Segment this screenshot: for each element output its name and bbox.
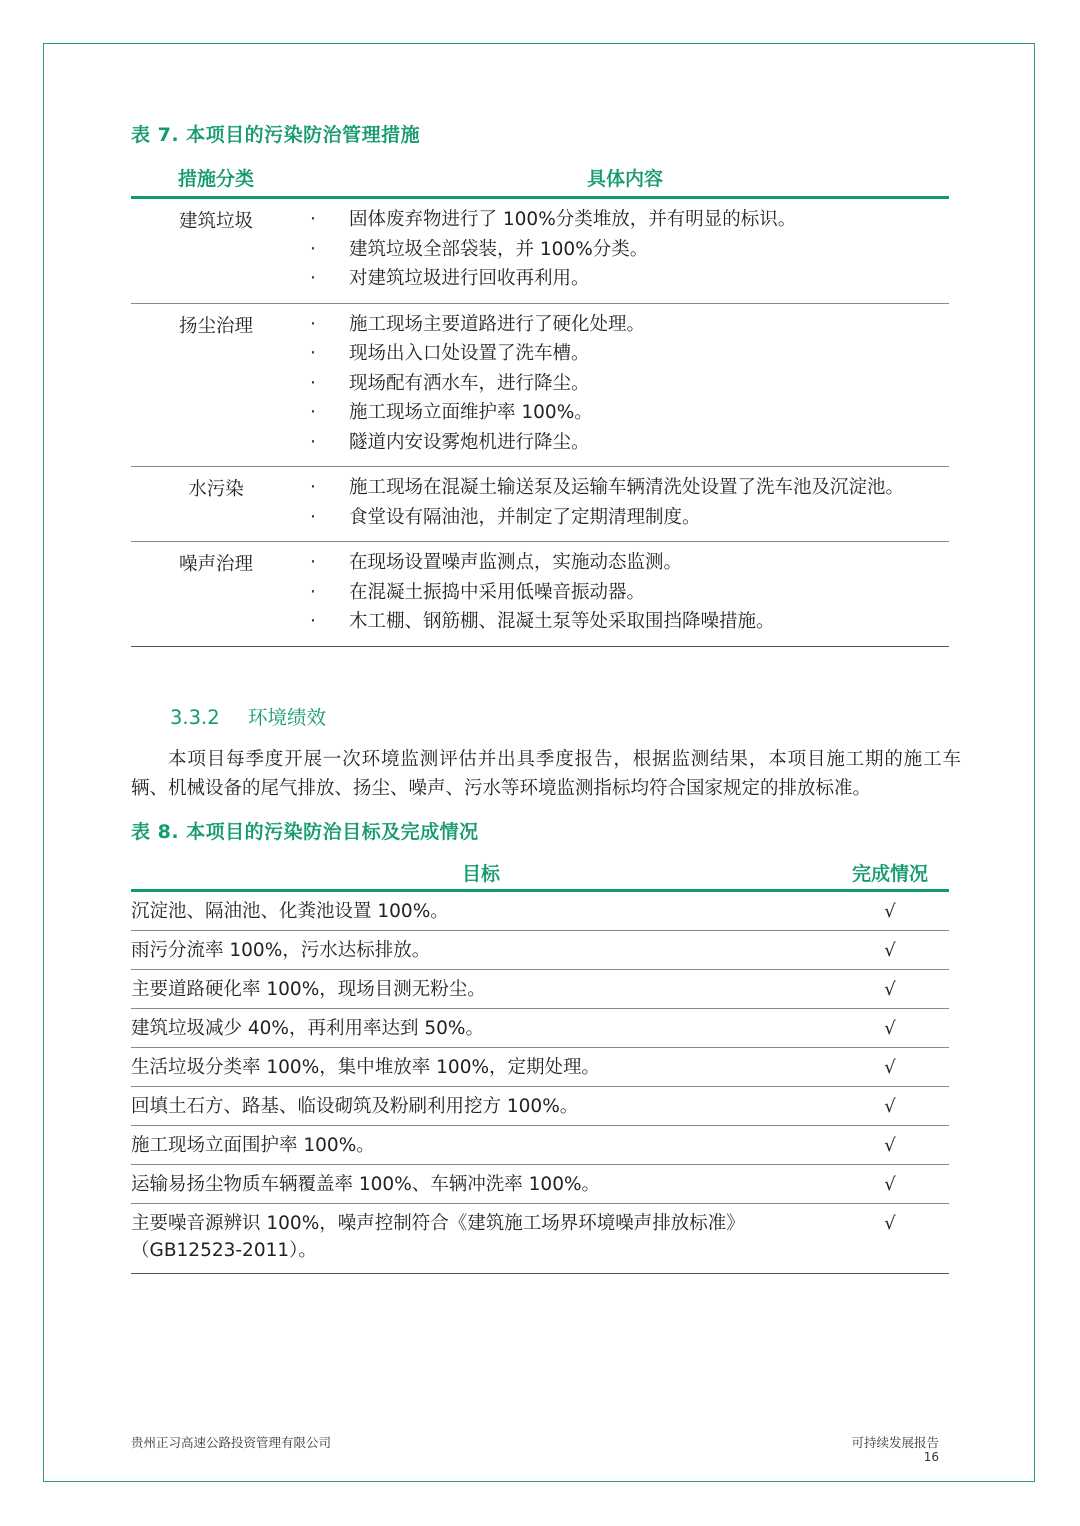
table7-list-item — [307, 369, 949, 399]
bullet-icon: · — [310, 477, 316, 498]
table7-list-item — [307, 503, 949, 533]
table7-item-list — [307, 473, 949, 532]
section-number: 3.3.2 — [170, 706, 220, 729]
table8-row — [131, 931, 949, 970]
bullet-icon: · — [310, 431, 316, 453]
table7-row — [131, 542, 949, 647]
checkmark-icon: √ — [884, 1135, 896, 1156]
table7-body — [131, 199, 949, 647]
table8-header-status: 完成情况 — [851, 863, 928, 885]
footer-company: 贵州正习高速公路投资管理有限公司 — [131, 1435, 332, 1450]
checkmark-icon: √ — [884, 901, 896, 922]
table7-item-text: 现场配有洒水车，进行降尘。 — [349, 372, 590, 394]
table8-body — [131, 892, 949, 1274]
table8-row — [131, 1165, 949, 1204]
table7-category: 噪声治理 — [178, 554, 253, 575]
checkmark-icon: √ — [884, 940, 896, 961]
bullet-icon: · — [310, 506, 316, 528]
table7-item-text: 隧道内安设雾炮机进行降尘。 — [349, 431, 590, 453]
table7-list-item — [307, 310, 949, 340]
table8-goal: 运输易扬尘物质车辆覆盖率 100%、车辆冲洗率 100%。 — [131, 1174, 601, 1195]
table7-list-item — [307, 264, 949, 294]
table7-item-text: 施工现场立面维护率 100%。 — [349, 402, 593, 423]
table7-item-list — [307, 205, 949, 294]
table7-item-text: 对建筑垃圾进行回收再利用。 — [349, 268, 590, 289]
table7-item-text: 在现场设置噪声监测点，实施动态监测。 — [349, 552, 683, 573]
table7-row — [131, 467, 949, 542]
table7-list-item — [307, 205, 949, 235]
table8-row — [131, 1126, 949, 1165]
table7-item-text: 木工棚、钢筋棚、混凝土泵等处采取围挡降噪措施。 — [349, 611, 775, 632]
table8-row — [131, 1204, 949, 1274]
bullet-icon: · — [310, 402, 316, 423]
section-title: 环境绩效 — [248, 706, 327, 729]
table7-header — [131, 160, 949, 199]
footer-report-title: 可持续发展报告 — [851, 1435, 939, 1450]
table8-caption: 表 8. 本项目的污染防治目标及完成情况 — [131, 821, 479, 843]
table7-item-text: 建筑垃圾全部袋装，并 100%分类。 — [349, 238, 649, 260]
table8-row — [131, 1048, 949, 1087]
table7-list-item — [307, 339, 949, 369]
table7-item-text: 固体废弃物进行了 100%分类堆放，并有明显的标识。 — [349, 209, 797, 230]
table7-caption: 表 7. 本项目的污染防治管理措施 — [131, 124, 421, 146]
section-heading — [170, 702, 326, 730]
table7-list-item — [307, 607, 949, 637]
bullet-icon: · — [310, 581, 316, 603]
table7-list-item — [307, 578, 949, 608]
section-paragraph: 本项目每季度开展一次环境监测评估并出具季度报告，根据监测结果，本项目施工期的施工车辆、机械设备的尾气排放、扬尘、噪声、污水等环境监测指标均符合国家规定的排放标准。 — [131, 749, 961, 799]
checkmark-icon: √ — [884, 1057, 896, 1078]
bullet-icon: · — [310, 552, 316, 573]
table7-category: 扬尘治理 — [178, 315, 253, 337]
table7-item-text: 施工现场在混凝土输送泵及运输车辆清洗处设置了洗车池及沉淀池。 — [349, 477, 905, 498]
table8-goal: 施工现场立面围护率 100%。 — [131, 1135, 375, 1156]
table7-row — [131, 304, 949, 468]
table7-item-text: 施工现场主要道路进行了硬化处理。 — [349, 313, 646, 335]
table7-item-text: 在混凝土振捣中采用低噪音振动器。 — [349, 581, 646, 603]
table7-category: 建筑垃圾 — [178, 211, 253, 232]
table7-item-text: 食堂设有隔油池，并制定了定期清理制度。 — [349, 506, 701, 528]
table7-item-text: 现场出入口处设置了洗车槽。 — [349, 343, 590, 364]
bullet-icon: · — [310, 343, 316, 364]
table8-goal: 建筑垃圾减少 40%，再利用率达到 50%。 — [131, 1018, 485, 1039]
table8-row — [131, 892, 949, 931]
table7-list-item — [307, 428, 949, 458]
checkmark-icon: √ — [884, 979, 896, 1000]
table8-row — [131, 1087, 949, 1126]
checkmark-icon: √ — [884, 1096, 896, 1117]
table7-list-item — [307, 235, 949, 265]
table8-header — [131, 855, 949, 892]
table7-list-item — [307, 398, 949, 428]
table8-row — [131, 1009, 949, 1048]
checkmark-icon: √ — [884, 1174, 896, 1195]
table8-goal: 沉淀池、隔油池、化粪池设置 100%。 — [131, 901, 449, 922]
table8-goal: 回填土石方、路基、临设砌筑及粉刷利用挖方 100%。 — [131, 1096, 579, 1117]
bullet-icon: · — [310, 238, 316, 260]
table7-row — [131, 199, 949, 304]
checkmark-icon: √ — [884, 1213, 896, 1234]
table8-goal: 主要噪音源辨识 100%，噪声控制符合《建筑施工场界环境噪声排放标准》（GB12523-2011）。 — [131, 1213, 745, 1261]
table7-item-list — [307, 548, 949, 637]
bullet-icon: · — [310, 372, 316, 394]
table7 — [131, 160, 949, 647]
checkmark-icon: √ — [884, 1018, 896, 1039]
table7-category: 水污染 — [188, 479, 244, 500]
table7-list-item — [307, 548, 949, 578]
table8-row — [131, 970, 949, 1009]
table8-goal: 主要道路硬化率 100%，现场目测无粉尘。 — [131, 979, 486, 1000]
table8-goal: 生活垃圾分类率 100%，集中堆放率 100%，定期处理。 — [131, 1057, 601, 1078]
bullet-icon: · — [310, 209, 316, 230]
page-number: 16 — [923, 1450, 939, 1464]
table7-list-item — [307, 473, 949, 503]
table7-header-content: 具体内容 — [586, 168, 663, 190]
bullet-icon: · — [310, 313, 316, 335]
table7-item-list — [307, 310, 949, 458]
table7-header-category: 措施分类 — [177, 168, 254, 190]
table8 — [131, 855, 949, 1274]
table8-header-goal: 目标 — [461, 863, 500, 885]
bullet-icon: · — [310, 611, 316, 632]
bullet-icon: · — [310, 268, 316, 289]
table8-goal: 雨污分流率 100%，污水达标排放。 — [131, 940, 431, 961]
